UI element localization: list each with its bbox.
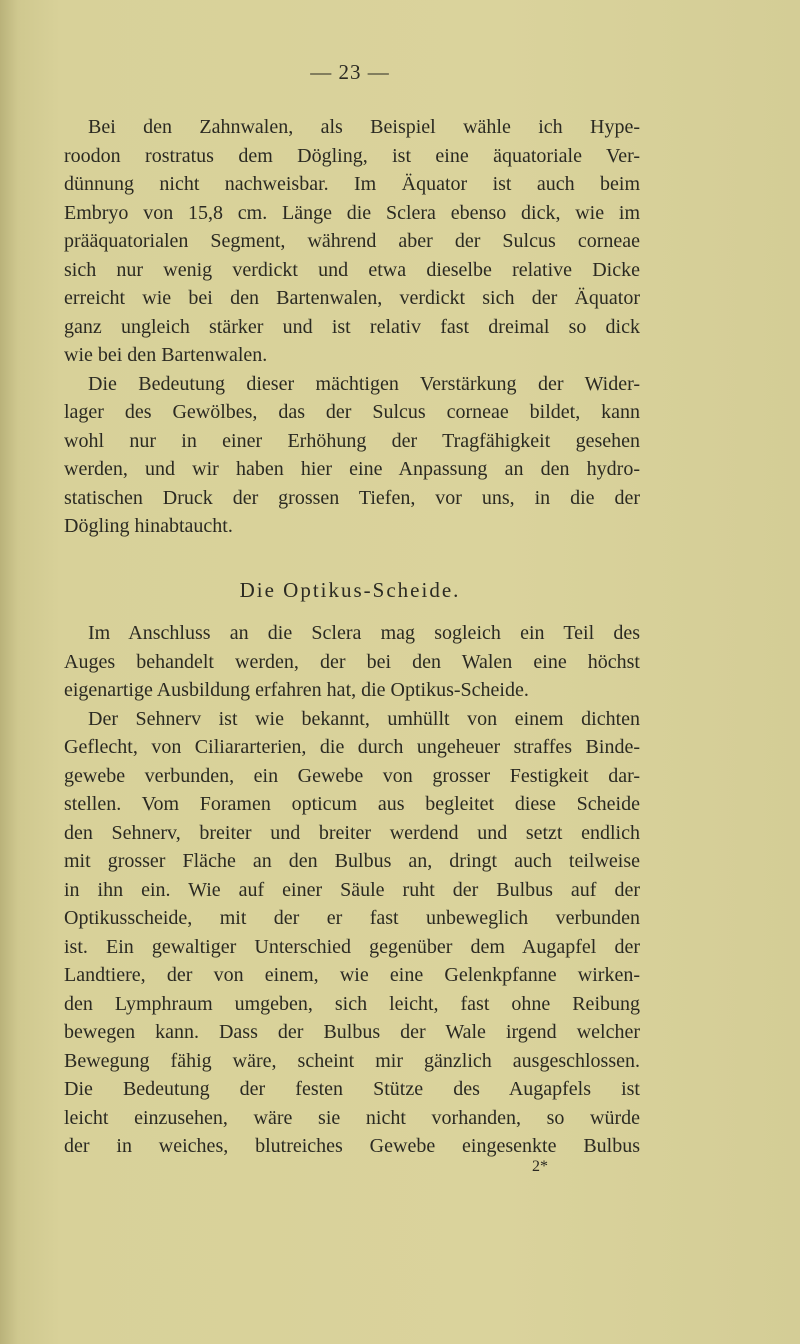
text-line: eigenartige Ausbildung erfahren hat, die Optikus-Scheide. (64, 679, 529, 701)
text-line: dünnung nicht nachweisbar. Im Äquator ist auch beim (64, 173, 640, 195)
text-line: mit grosser Fläche an den Bulbus an, dringt auch teilweise (64, 850, 640, 872)
signature-mark: 2* (532, 1158, 548, 1175)
page-number: — 23 — (310, 60, 390, 84)
text-line: Die Bedeutung der festen Stütze des Augapfels ist (64, 1078, 640, 1100)
text-line: prääquatorialen Segment, während aber der Sulcus corneae (64, 230, 640, 252)
text-line: ist. Ein gewaltiger Unterschied gegenüber dem Augapfel der (64, 935, 640, 958)
text-line: Dögling hinabtaucht. (64, 515, 233, 537)
text-line: Der Sehnerv ist wie bekannt, umhüllt von einem dichten (88, 707, 640, 730)
text-line: gewebe verbunden, ein Gewebe von grosser Festigkeit dar- (64, 764, 640, 787)
text-line: lager des Gewölbes, das der Sulcus corneae bildet, kann (64, 401, 640, 423)
text-line: in ihn ein. Wie auf einer Säule ruht der Bulbus auf der (64, 878, 640, 901)
text-line: leicht einzusehen, wäre sie nicht vorhanden, so würde (64, 1106, 640, 1129)
text-line: Embryo von 15,8 cm. Länge die Sclera ebenso dick, wie im (64, 201, 640, 224)
section-heading: Die Optikus-Scheide. (239, 578, 461, 602)
text-line: Bewegung fähig wäre, scheint mir gänzlich ausgeschlossen. (64, 1049, 640, 1072)
text-line: Optikusscheide, mit der er fast unbeweglich verbunden (64, 907, 640, 929)
paragraphs-section-1 (64, 113, 640, 541)
text-line: Bei den Zahnwalen, als Beispiel wähle ich Hype- (88, 116, 640, 138)
text-line: der in weiches, blutreiches Gewebe eingesenkte Bulbus (64, 1135, 640, 1157)
text-line: bewegen kann. Dass der Bulbus der Wale irgend welcher (64, 1021, 640, 1043)
text-line: werden, und wir haben hier eine Anpassung an den hydro- (64, 458, 640, 480)
text-line: statischen Druck der grossen Tiefen, vor uns, in die der (64, 486, 640, 509)
text-line: Geflecht, von Ciliararterien, die durch ungeheuer straffes Binde- (64, 736, 640, 758)
text-line: den Sehnerv, breiter und breiter werdend und setzt endlich (64, 821, 640, 844)
text-line: stellen. Vom Foramen opticum aus begleitet diese Scheide (64, 793, 640, 815)
text-line: ganz ungleich stärker und ist relativ fast dreimal so dick (64, 315, 640, 338)
text-line: roodon rostratus dem Dögling, ist eine äquatoriale Ver- (64, 144, 640, 167)
text-line: Auges behandelt werden, der bei den Walen eine höchst (64, 650, 640, 673)
text-line: Die Bedeutung dieser mächtigen Verstärkung der Wider- (88, 372, 640, 395)
text-line: wohl nur in einer Erhöhung der Tragfähigkeit gesehen (64, 429, 640, 452)
text-line: sich nur wenig verdickt und etwa dieselbe relative Dicke (64, 258, 640, 281)
paragraphs-section-2 (64, 619, 640, 1161)
text-line: Landtiere, der von einem, wie eine Gelenkpfanne wirken- (64, 964, 640, 986)
text-line: den Lymphraum umgeben, sich leicht, fast ohne Reibung (64, 992, 640, 1015)
text-line: erreicht wie bei den Bartenwalen, verdickt sich der Äquator (64, 287, 640, 309)
text-line: Im Anschluss an die Sclera mag sogleich ein Teil des (88, 622, 640, 644)
text-line: wie bei den Bartenwalen. (64, 344, 268, 366)
